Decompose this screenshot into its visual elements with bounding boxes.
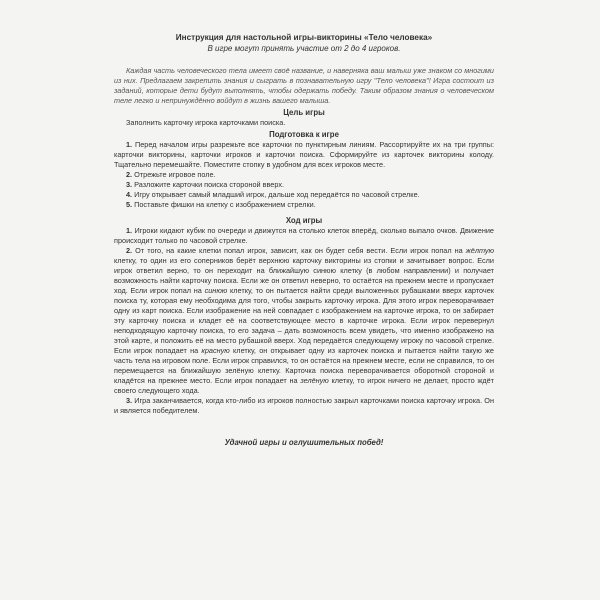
step-text: Поставьте фишки на клетку с изображением стрелки. [134,200,316,209]
red-cell-word: красную [201,346,230,355]
play-step-1 [114,226,494,246]
step-number: 3. [126,180,133,189]
player-count-note: В игре могут принять участие от 2 до 4 игроков. [207,44,401,53]
yellow-cell-word: жёлтую [465,246,494,255]
goal-text: Заполнить карточку игрока карточками поиска. [126,118,286,127]
intro-paragraph: Каждая часть человеческого тела имеет своё название, и наверняка ваш малыш уже знаком со многими из них. Предлагаем закрепить знания и сыграть в познавательную игру "Тело человека"! Игра состоит из заданий, которые дети будут выполнять, чтобы одержать победу. Таким образом знания о человеческом теле легко и непринуждённо войдут в жизнь вашего малыша. [114,66,494,105]
step-text-part: клетку, то он пытается найти среди выложенных рубашками вверх карточек поиска ту, которая ему необходима для того, чтобы закрыть карточку игрока. Для этого игрок переворачивает одну из карт поиска. Если изображение на ней совпадает с изображением на карточке игрока, то он забирает эту карточку поиска и кладет её на соответствующее место в карточке игрока. Если игрок перевернул неподходящую карточку поиска, то его задача – дать возможность всем увидеть, что именно изображено на этой карте, и положить её на место рубашкой вверх. Ход передаётся следующему игроку по часовой стрелке. Если игрок попадает на [114,286,494,355]
goal-heading: Цель игры [283,108,325,117]
step-text: Перед началом игры разрежьте все карточки по пунктирным линиям. Рассортируйте их на три группы: карточки викторины, карточки игроков и карточки поиска. Сформируйте из карточек викторины колоду. Тщательно перемешайте. Поместите стопку в удобном для всех игроков месте. [114,140,494,169]
step-number: 3. [126,396,133,405]
step-text-part: клетку, то игрок ничего не делает, просто ждёт своего следующего хода. [114,376,494,395]
play-step-3 [114,396,494,416]
prep-step-3 [114,180,494,190]
step-text-part: клетку, то один из его соперников берёт верхнюю карточку викторины из стопки и зачитывает вопрос. Если игрок ответил верно, то он переходит на ближайшую синюю клетку (в любом направлении) и получает возможность найти карточку поиска. Если же он ответил неверно, то остаётся на прежнем месте и пропускает ход. Если игрок попал на [114,256,494,295]
step-number: 4. [126,190,133,199]
prep-step-1 [114,140,494,170]
step-text-part: От того, на какие клетки попал игрок, зависит, как он будет себя вести. Если игрок попал на [135,246,466,255]
step-number: 2. [126,170,133,179]
step-text: Игроки кидают кубик по очереди и движутся на столько клеток вперёд, сколько выпало очков. Движение происходит только по часовой стрелке. [114,226,494,245]
step-number: 2. [126,246,133,255]
step-number: 5. [126,200,133,209]
play-heading: Ход игры [285,216,323,225]
step-text: Игру открывает самый младший игрок, дальше ход передаётся по часовой стрелке. [134,190,420,199]
prep-step-5 [114,200,494,210]
prep-heading: Подготовка к игре [269,130,339,139]
step-number: 1. [126,140,133,149]
step-text: Отрежьте игровое поле. [134,170,216,179]
step-number: 1. [126,226,133,235]
page-title: Инструкция для настольной игры-викторины «Тело человека» [175,33,433,42]
green-cell-word: зелёную [300,376,329,385]
step-text-part: клетку, он открывает одну из карточек поиска и пытается найти такую же часть тела на игровом поле. Если игрок справился, то он остаётся на прежнем месте, если не справился, то он перемещается на ближайшую зелёную клетку. Карточка поиска переворачивается оборотной стороной и кладётся на прежнее место. Если игрок попадает на [114,346,494,385]
play-step-2 [114,246,494,396]
blue-cell-word: синюю [204,286,228,295]
step-text: Разложите карточки поиска стороной вверх. [134,180,284,189]
prep-step-2 [114,170,494,180]
closing-wish: Удачной игры и оглушительных побед! [224,438,384,447]
step-text: Игра заканчивается, когда кто-либо из игроков полностью закрыл карточками поиска карточку игрока. Он и является победителем. [114,396,494,415]
prep-step-4 [114,190,494,200]
